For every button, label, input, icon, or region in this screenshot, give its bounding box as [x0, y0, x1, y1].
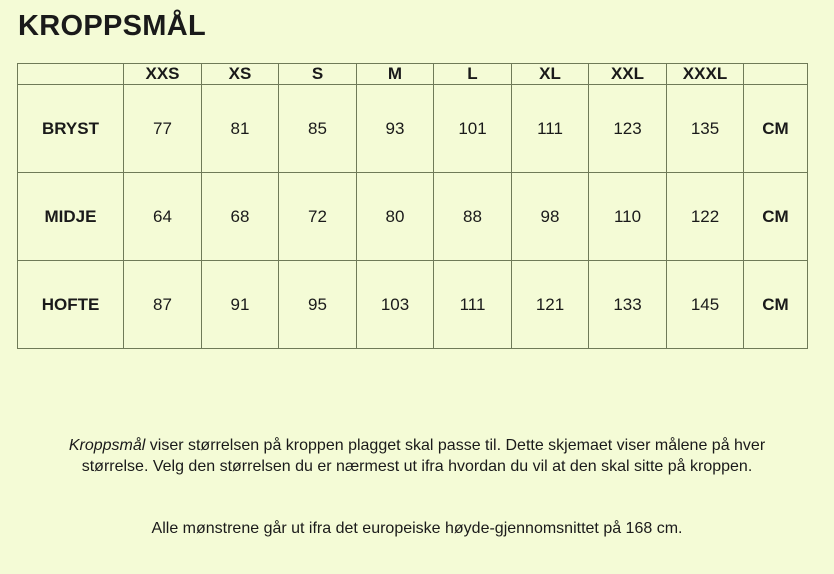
table-cell: 133 — [589, 261, 667, 349]
table-cell: 77 — [124, 85, 202, 173]
description-paragraph — [40, 435, 794, 477]
table-cell: 145 — [667, 261, 744, 349]
header-corner-cell — [18, 64, 124, 85]
size-header: XXS — [124, 64, 202, 85]
page-title: KROPPSMÅL — [18, 10, 206, 42]
table-row — [18, 261, 808, 349]
unit-label: CM — [744, 261, 808, 349]
size-header: XXL — [589, 64, 667, 85]
table-cell: 68 — [202, 173, 279, 261]
size-header: M — [357, 64, 434, 85]
table-cell: 85 — [279, 85, 357, 173]
table-row — [18, 173, 808, 261]
description-lead: Kroppsmål — [68, 437, 146, 454]
table-cell: 95 — [279, 261, 357, 349]
size-chart-table — [17, 63, 808, 349]
table-row — [18, 85, 808, 173]
table-cell: 72 — [279, 173, 357, 261]
row-label: MIDJE — [18, 173, 124, 261]
table-cell: 98 — [512, 173, 589, 261]
unit-label: CM — [744, 173, 808, 261]
table-cell: 121 — [512, 261, 589, 349]
height-note: Alle mønstrene går ut ifra det europeiske høyde-gjennomsnittet på 168 cm. — [151, 520, 683, 537]
unit-label: CM — [744, 85, 808, 173]
table-cell: 122 — [667, 173, 744, 261]
table-cell: 123 — [589, 85, 667, 173]
table-cell: 93 — [357, 85, 434, 173]
size-header: XXXL — [667, 64, 744, 85]
header-unit-cell — [744, 64, 808, 85]
table-cell: 88 — [434, 173, 512, 261]
size-header: XL — [512, 64, 589, 85]
table-cell: 110 — [589, 173, 667, 261]
table-cell: 111 — [434, 261, 512, 349]
table-cell: 80 — [357, 173, 434, 261]
size-header: S — [279, 64, 357, 85]
table-cell: 135 — [667, 85, 744, 173]
size-header: XS — [202, 64, 279, 85]
table-cell: 101 — [434, 85, 512, 173]
table-header-row — [18, 64, 808, 85]
row-label: BRYST — [18, 85, 124, 173]
size-header: L — [434, 64, 512, 85]
table-cell: 87 — [124, 261, 202, 349]
table-cell: 103 — [357, 261, 434, 349]
description-text: viser størrelsen på kroppen plagget skal passe til. Dette skjemaet viser målene på hver størrelse. Velg den størrelsen du er nærmest ut ifra hvordan du vil at den skal sitte på kroppen. — [81, 437, 766, 475]
table-cell: 91 — [202, 261, 279, 349]
table-cell: 111 — [512, 85, 589, 173]
row-label: HOFTE — [18, 261, 124, 349]
table-cell: 64 — [124, 173, 202, 261]
table-cell: 81 — [202, 85, 279, 173]
